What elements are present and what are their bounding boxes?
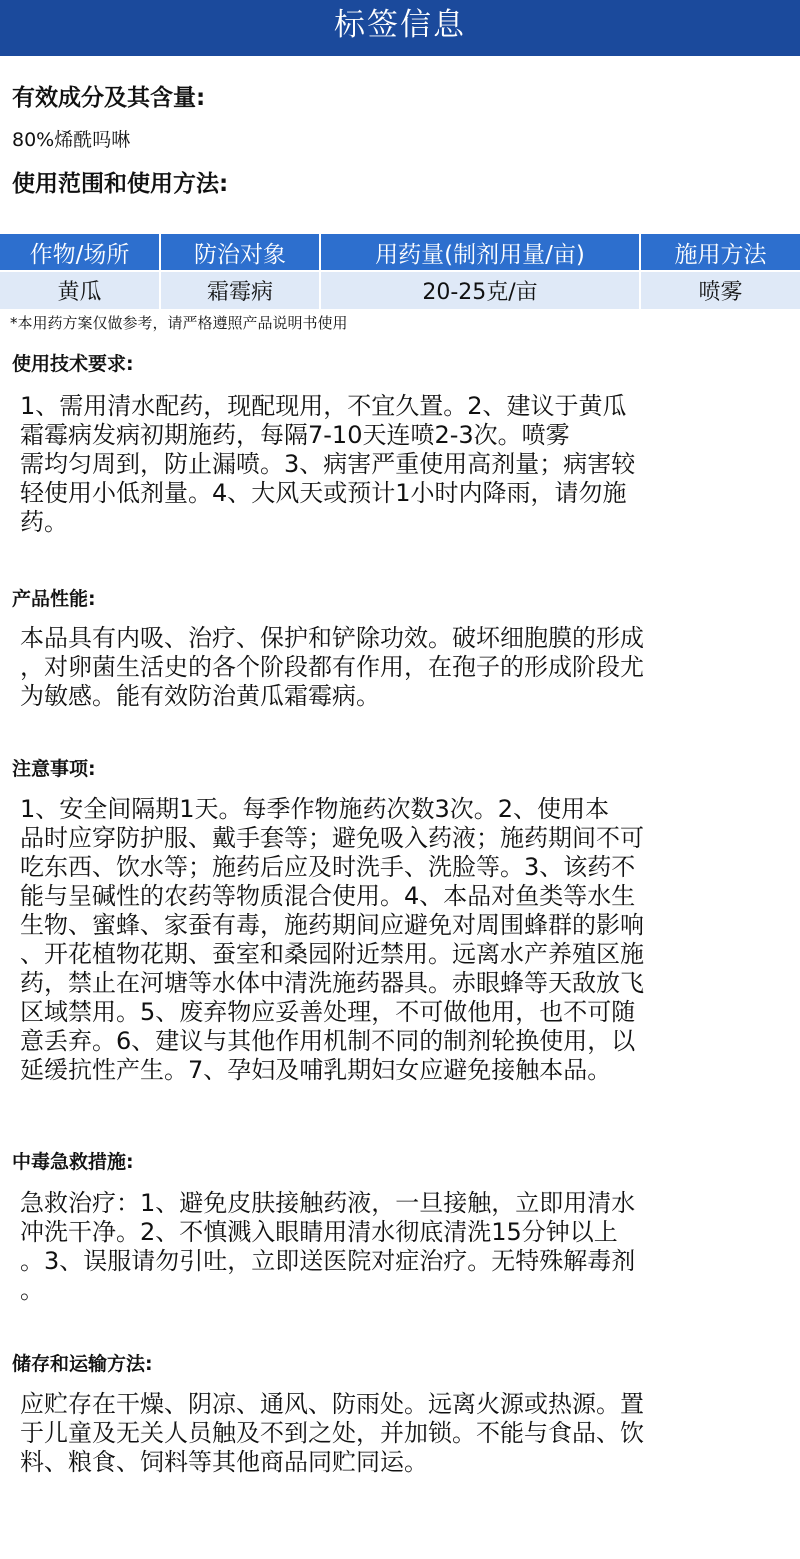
scope-title: 使用范围和使用方法: (12, 171, 229, 197)
table-header-crop: 作物/场所 (0, 234, 160, 271)
technical-title: 使用技术要求: (12, 353, 134, 375)
ingredients-title: 有效成分及其含量: (12, 85, 206, 111)
performance-title: 产品性能: (12, 588, 96, 610)
technical-text: 1、需用清水配药，现配现用，不宜久置。2、建议于黄瓜 霜霉病发病初期施药，每隔7-10天连喷2-3次。喷雾 需均匀周到，防止漏喷。3、病害严重使用高剂量；病害较 轻使用小低剂量。4、大风天或预计1小时内降雨，请勿施 药。 (20, 392, 636, 536)
performance-text: 本品具有内吸、治疗、保护和铲除功效。破坏细胞膜的形成 ，对卵菌生活史的各个阶段都有作用，在孢子的形成阶段尤 为敏感。能有效防治黄瓜霜霉病。 (20, 624, 644, 710)
table-cell-method: 喷雾 (640, 271, 800, 309)
table-header-row (0, 234, 800, 271)
table-cell-target: 霜霉病 (160, 271, 320, 309)
table-cell-crop: 黄瓜 (0, 271, 160, 309)
table-header-target: 防治对象 (160, 234, 320, 271)
storage-text: 应贮存在干燥、阴凉、通风、防雨处。远离火源或热源。置 于儿童及无关人员触及不到之处，并加锁。不能与食品、饮 料、粮食、饲料等其他商品同贮同运。 (20, 1390, 644, 1476)
table-note: *本用药方案仅做参考，请严格遵照产品说明书使用 (10, 314, 348, 332)
table-header-dosage: 用药量(制剂用量/亩) (320, 234, 640, 271)
precautions-title: 注意事项: (12, 758, 96, 780)
first-aid-text: 急救治疗：1、避免皮肤接触药液，一旦接触，立即用清水 冲洗干净。2、不慎溅入眼睛用清水彻底清洗15分钟以上 。3、误服请勿引吐，立即送医院对症治疗。无特殊解毒剂 。 (20, 1189, 636, 1304)
table-cell-dosage: 20-25克/亩 (320, 271, 640, 309)
page-title: 标签信息 (334, 7, 466, 43)
table-row (0, 271, 800, 309)
first-aid-title: 中毒急救措施: (12, 1151, 134, 1173)
ingredients-value: 80%烯酰吗啉 (12, 129, 131, 151)
table-header-method: 施用方法 (640, 234, 800, 271)
page-header (0, 0, 800, 56)
precautions-text: 1、安全间隔期1天。每季作物施药次数3次。2、使用本 品时应穿防护服、戴手套等；避免吸入药液；施药期间不可 吃东西、饮水等；施药后应及时洗手、洗脸等。3、该药不 能与呈碱性的农药等物质混合使用。4、本品对鱼类等水生 生物、蜜蜂、家蚕有毒，施药期间应避免对周围蜂群的影响 、开花植物花期、蚕室和桑园附近禁用。远离水产养殖区施 药，禁止在河塘等水体中清洗施药器具。赤眼蜂等天敌放飞 区域禁用。5、废弃物应妥善处理，不可做他用，也不可随 意丢弃。6、建议与其他作用机制不同的制剂轮换使用，以 延缓抗性产生。7、孕妇及哺乳期妇女应避免接触本品。 (20, 795, 644, 1084)
storage-title: 储存和运输方法: (12, 1353, 153, 1375)
dosage-table (0, 234, 800, 309)
